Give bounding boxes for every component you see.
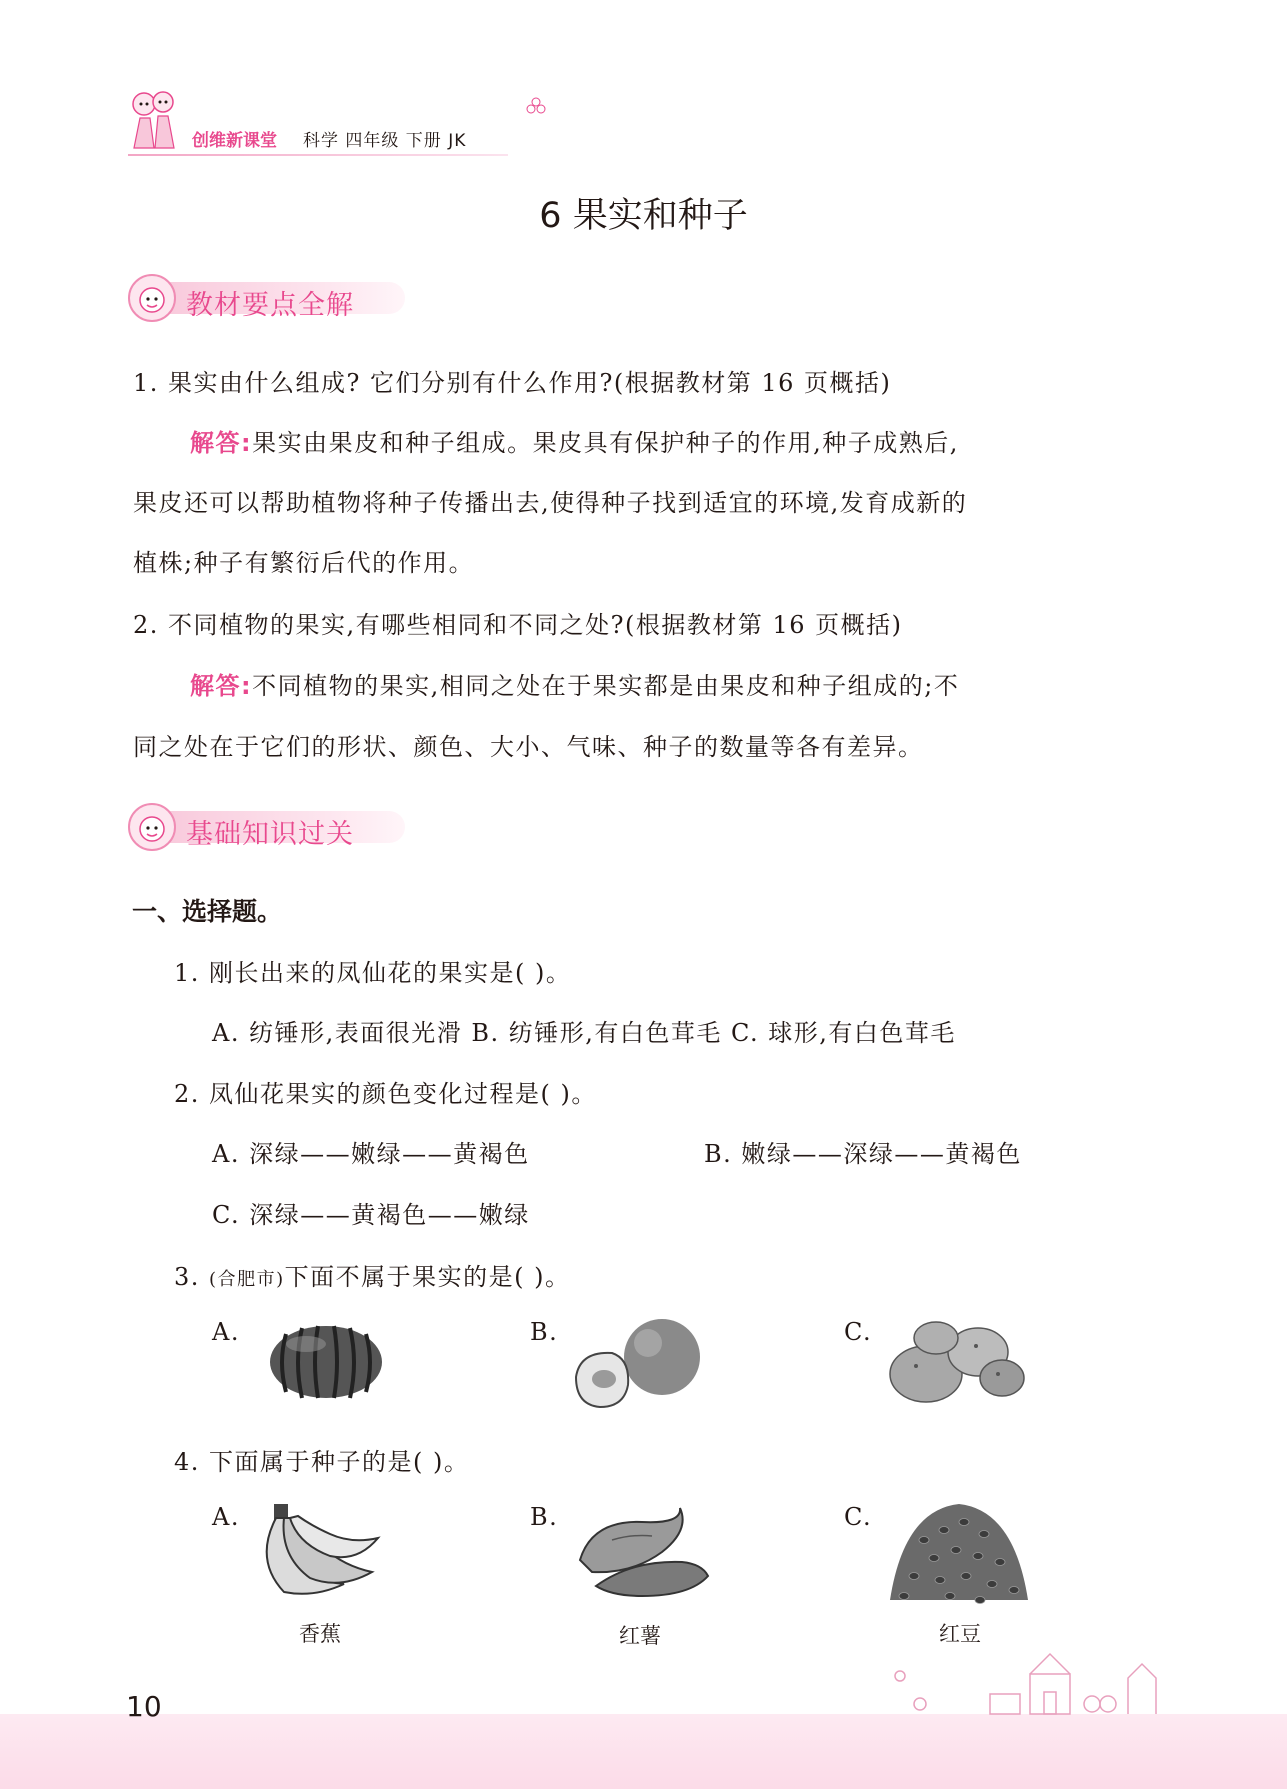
footer-band bbox=[0, 1714, 1287, 1789]
answer-1-line-2: 果皮还可以帮助植物将种子传播出去,使得种子找到适宜的环境,发育成新的 bbox=[133, 489, 968, 517]
answer-label: 解答: bbox=[190, 672, 253, 700]
banana-image bbox=[254, 1500, 384, 1600]
section-banner-basics bbox=[128, 803, 408, 849]
header-brand: 创维新课堂 bbox=[192, 131, 277, 151]
kids-mascot-icon bbox=[128, 88, 178, 152]
answer-1-line-3: 植株;种子有繁衍后代的作用。 bbox=[133, 549, 475, 577]
header-book-info: 科学 四年级 下册 JK bbox=[303, 131, 467, 151]
answer-text: 果实由果皮和种子组成。果皮具有保护种子的作用,种子成熟后, bbox=[252, 429, 959, 457]
question-number: 3. bbox=[174, 1263, 200, 1291]
flower-icon bbox=[526, 97, 546, 117]
mc-question-4-option-c: C. bbox=[844, 1503, 873, 1531]
mc-question-1-options: A. 纺锤形,表面很光滑 B. 纺锤形,有白色茸毛 C. 球形,有白色茸毛 bbox=[212, 1019, 956, 1047]
mc-question-3-option-c: C. bbox=[844, 1318, 873, 1346]
header-divider bbox=[128, 154, 508, 156]
answer-text: 不同植物的果实,相同之处在于果实都是由果皮和种子组成的;不 bbox=[252, 672, 960, 700]
caption-sweet-potato: 红薯 bbox=[619, 1624, 661, 1648]
mascot-face-icon bbox=[128, 803, 176, 851]
section-title: 教材要点全解 bbox=[186, 290, 354, 321]
mc-question-4-option-a: A. bbox=[212, 1503, 240, 1531]
sweet-potato-image bbox=[572, 1500, 712, 1600]
page-number: 10 bbox=[126, 1690, 162, 1723]
mc-question-2-option-a: A. 深绿——嫩绿——黄褐色 bbox=[212, 1140, 530, 1168]
castle-decoration-icon bbox=[880, 1648, 1180, 1718]
mc-question-4-option-b: B. bbox=[530, 1503, 559, 1531]
red-beans-image bbox=[884, 1500, 1034, 1610]
question-stem: 下面不属于果实的是( )。 bbox=[284, 1263, 571, 1291]
part-title: 一、选择题。 bbox=[132, 897, 283, 926]
caption-red-beans: 红豆 bbox=[939, 1622, 981, 1646]
mascot-face-icon bbox=[128, 274, 176, 322]
answer-1-line-1 bbox=[190, 423, 959, 458]
peach-image bbox=[570, 1315, 700, 1410]
mc-question-2-option-b: B. 嫩绿——深绿——黄褐色 bbox=[704, 1140, 1022, 1168]
potatoes-image bbox=[886, 1316, 1026, 1406]
question-source: (合肥市) bbox=[209, 1269, 285, 1290]
mc-question-1: 1. 刚长出来的凤仙花的果实是( )。 bbox=[174, 959, 572, 987]
caption-banana: 香蕉 bbox=[299, 1622, 341, 1646]
answer-2-line-1 bbox=[190, 666, 959, 701]
mc-question-3-option-a: A. bbox=[212, 1318, 240, 1346]
answer-label: 解答: bbox=[190, 429, 253, 457]
mc-question-3-option-b: B. bbox=[530, 1318, 559, 1346]
mc-question-4: 4. 下面属于种子的是( )。 bbox=[174, 1448, 470, 1476]
section-title: 基础知识过关 bbox=[186, 819, 354, 850]
watermelon-image bbox=[266, 1320, 386, 1400]
page-title: 6 果实和种子 bbox=[539, 196, 748, 236]
answer-2-line-2: 同之处在于它们的形状、颜色、大小、气味、种子的数量等各有差异。 bbox=[133, 733, 924, 761]
mc-question-3 bbox=[174, 1257, 570, 1292]
question-2: 2. 不同植物的果实,有哪些相同和不同之处?(根据教材第 16 页概括) bbox=[133, 611, 903, 639]
mc-question-2-option-c: C. 深绿——黄褐色——嫩绿 bbox=[212, 1201, 530, 1229]
question-1: 1. 果实由什么组成? 它们分别有什么作用?(根据教材第 16 页概括) bbox=[133, 369, 892, 397]
mc-question-2: 2. 凤仙花果实的颜色变化过程是( )。 bbox=[174, 1080, 597, 1108]
section-banner-key-points bbox=[128, 274, 408, 320]
